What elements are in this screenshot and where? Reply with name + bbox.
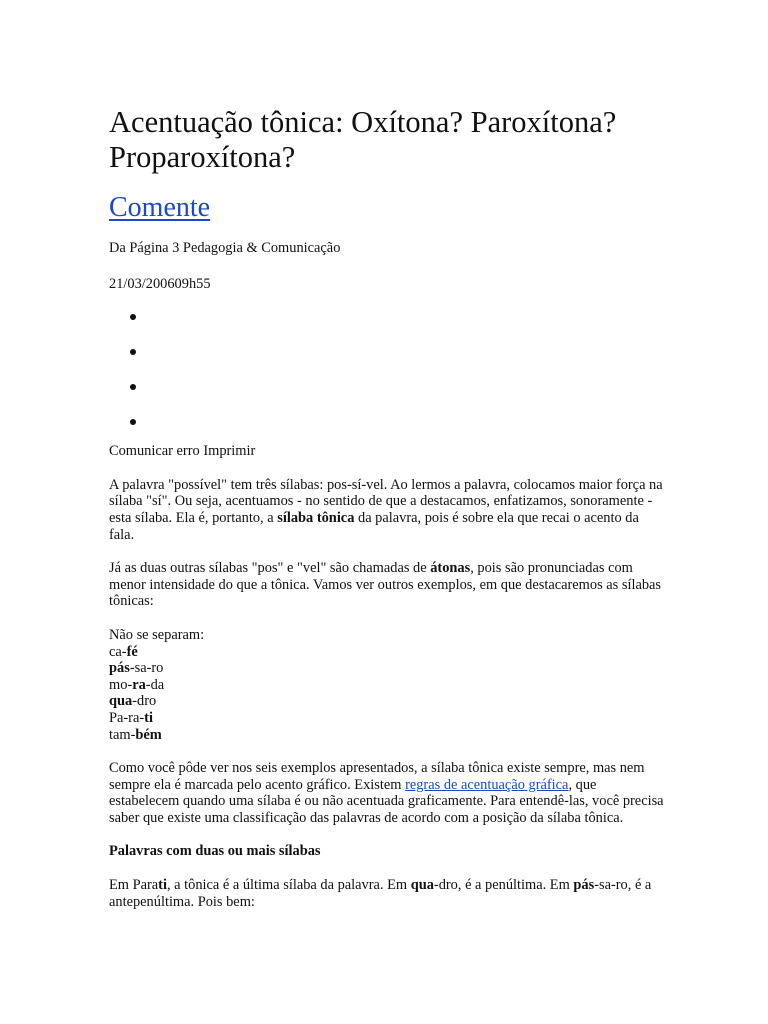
article-source: Da Página 3 Pedagogia & Comunicação — [109, 240, 341, 256]
share-list — [109, 302, 664, 442]
syllable-prefix: ca- — [109, 643, 127, 660]
print-link[interactable]: Imprimir — [203, 443, 256, 460]
paragraph-1 — [109, 477, 664, 543]
example-word — [109, 644, 664, 661]
bullet-icon — [130, 384, 136, 390]
paragraph-emphasis: qua — [410, 877, 434, 894]
tonic-syllable: pás — [109, 660, 130, 677]
bullet-icon — [130, 314, 136, 320]
syllable-prefix: tam- — [109, 726, 136, 743]
article-tools — [109, 443, 664, 460]
example-word — [109, 727, 664, 744]
bullet-icon — [130, 419, 136, 425]
tonic-syllable: ti — [144, 709, 153, 726]
example-word — [109, 660, 664, 677]
article — [109, 105, 664, 910]
paragraph-2 — [109, 560, 664, 610]
tonic-syllable: qua — [109, 693, 133, 710]
page-title: Acentuação tônica: Oxítona? Paroxítona? Proparoxítona? — [109, 105, 617, 174]
syllable-prefix: Pa-ra- — [109, 709, 145, 726]
example-word — [109, 677, 664, 694]
paragraph-text: -dro, é a penúltima. Em — [433, 877, 574, 894]
paragraph-text: da palavra, pois é sobre ela que recai o acento da fala. — [109, 509, 639, 543]
section-heading: Palavras com duas ou mais sílabas — [109, 843, 321, 860]
paragraph-emphasis: pás — [573, 877, 595, 894]
comment-link[interactable]: Comente — [109, 192, 211, 223]
paragraph-text: A palavra "possível" tem três sílabas: pos-sí-vel. Ao lermos a palavra, colocamos maior força na sílaba "sí". Ou seja, acentuamos - no sentido de que a destacamos, enfatizamos, sonoramente - esta sílaba. Ela é, portanto, a — [109, 476, 663, 526]
paragraph-text: Já as duas outras sílabas "pos" e "vel" são chamadas de — [109, 560, 431, 577]
example-word — [109, 693, 664, 710]
share-list-item[interactable] — [135, 372, 664, 407]
paragraph-text: Como você pôde ver nos seis exemplos apresentados, a sílaba tônica existe sempre, mas nem sempre ela é marcada pelo acento gráfico. Existem — [109, 760, 645, 793]
paragraph-text: Em Para — [109, 877, 159, 894]
syllable-suffix: -sa-ro — [129, 660, 164, 677]
share-list-item[interactable] — [135, 407, 664, 442]
paragraph-text: -sa-ro, é a antepenúltima. Pois bem: — [109, 877, 652, 910]
syllable-suffix: -da — [145, 676, 165, 693]
examples-label: Não se separam: — [109, 626, 205, 643]
accent-rules-link[interactable]: regras de acentuação gráfica — [405, 776, 569, 793]
paragraph-text: , pois são pronunciadas com menor intensidade do que a tônica. Vamos ver outros exemplos, em que destacaremos as sílabas tônicas: — [109, 560, 662, 610]
syllable-prefix: mo- — [109, 676, 133, 693]
example-word — [109, 710, 664, 727]
paragraph-emphasis: sílaba tônica — [277, 509, 355, 526]
paragraph-emphasis: átonas — [430, 560, 471, 577]
report-error-link[interactable]: Comunicar erro — [109, 443, 200, 460]
paragraph-text: , a tônica é a última sílaba da palavra. Em — [166, 877, 411, 894]
tonic-syllable: ra — [132, 676, 146, 693]
tonic-syllable: fé — [126, 643, 138, 660]
paragraph-4 — [109, 877, 664, 910]
syllable-suffix: -dro — [132, 693, 157, 710]
share-list-item[interactable] — [135, 302, 664, 337]
paragraph-text: , que estabelecem quando uma sílaba é ou não acentuada graficamente. Para entendê-las, você precisa saber que existe uma classificação das palavras de acordo com a posição da sílaba tônica. — [109, 776, 664, 826]
tonic-syllable: bém — [135, 726, 162, 743]
paragraph-3 — [109, 760, 664, 826]
paragraph-emphasis: ti — [158, 877, 167, 894]
bullet-icon — [130, 349, 136, 355]
share-list-item[interactable] — [135, 337, 664, 372]
article-date: 21/03/200609h55 — [109, 275, 211, 292]
